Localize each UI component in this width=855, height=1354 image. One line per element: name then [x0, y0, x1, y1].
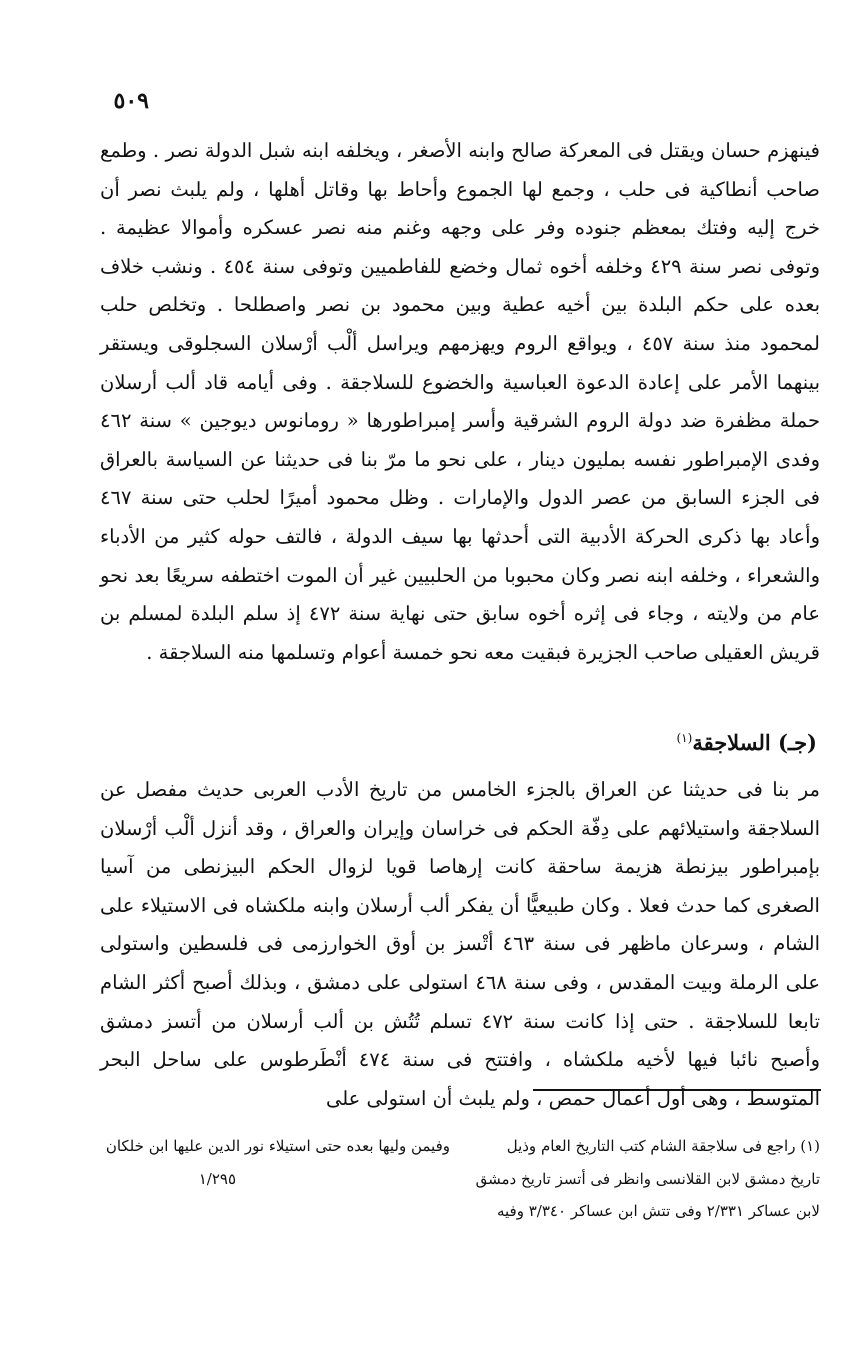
text-line: كثير من الأدباء والشعراء ، وخلفه ابنه نصر وكان محبوبا من الحلبيين غير أن الموت اختطفه سريعًا — [100, 524, 821, 587]
text-line: حدث فعلا . وكان طبيعيًّا أن يفكر ألب أرسلان وابنه ملكشاه فى الاستيلاء على الشام ، وسرعان — [100, 893, 820, 956]
paragraph-seljuks — [100, 771, 820, 1118]
footnote-divider — [533, 1089, 821, 1091]
text-line: ٤٢٩ وخلفه أخوه ثمال وخضع للفاطميين وتوفى سنة ٤٥٤ . ونشب خلاف بعده على حكم البلدة — [100, 254, 820, 317]
footnote-column-right — [460, 1130, 820, 1228]
text-line: ٤٧٤ أنْطَرطوس على ساحل البحر المتوسط ، وهى أول أعمال حمص ، ولم يلبث أن استولى على — [100, 1048, 820, 1110]
text-line: فى حديثنا عن السياسة بالعراق فى الجزء السابق من عصر الدول والإمارات . وظل محمود أميرًا — [100, 447, 820, 510]
text-line: ماظهر فى سنة ٤٦٣ أتْسز بن أوق الخوارزمى فى فلسطين واستولى على الرملة وبيت المقدس ، وفى — [100, 932, 820, 994]
text-line: إمبراطورها « رومانوس ديوجين » سنة ٤٦٢ وفدى الإمبراطور نفسه بمليون دينار ، على نحو ما مرّ بنا — [100, 409, 821, 471]
text-line: ٤٧٢ تسلم تُتُش بن ألب أرسلان من أتسز دمشق وأصبح نائبا فيها لأخيه ملكشاه ، وافتتح فى سنة — [100, 1009, 820, 1072]
footnote-line: (١) راجع فى سلاجقة الشام كتب التاريخ العام وذيل — [506, 1137, 820, 1155]
text-line: لحلب حتى سنة ٤٦٧ وأعاد بها ذكرى الحركة الأدبية التى أحدثها بها سيف الدولة ، فالتف حوله — [100, 486, 820, 548]
text-line: الروم ويهزمهم ويراسل ألْب أرْسلان السجلوقى ويستقر بينهما الأمر على إعادة الدعوة العباسية — [100, 331, 820, 394]
text-line: السلاجقة واستيلائهم على دِفّة الحكم فى خراسان وإيران والعراق ، وقد أنزل ألْب أرْسلان — [100, 816, 820, 840]
text-line: صاحب أنطاكية فى حلب ، وجمع لها الجموع وأحاط بها وقاتل أهلها ، ولم يلبث نصر أن خرج — [100, 177, 820, 240]
text-line: بعد نحو عام من ولايته ، وجاء فى إثره أخوه سابق حتى نهاية سنة ٤٧٢ إذ سلم البلدة لمسلم بن — [100, 563, 820, 626]
text-line: فينهزم حسان ويقتل فى المعركة صالح وابنه الأصغر ، ويخلفه ابنه شبل الدولة نصر . وطمع — [100, 139, 820, 162]
text-line: بين أخيه عطية وبين محمود بن نصر واصطلحا . وتخلص حلب لمحمود منذ سنة ٤٥٧ ، ويواقع — [100, 293, 821, 355]
footnote-line: ١/٢٩٥ — [198, 1169, 236, 1188]
paragraph-aleppo — [100, 132, 820, 672]
text-line: سنة ٤٦٨ استولى على دمشق ، وبذلك أصبح أكثر الشام تابعا للسلاجقة . حتى إذا كانت سنة — [100, 970, 820, 1033]
section-heading — [57, 730, 817, 755]
text-line: إليه وفتك بمعظم جنوده وفر على وجهه وغنم منه نصر عسكره وأموالا عظيمة . وتوفى نصر سنة — [100, 216, 820, 278]
text-line: قريش العقيلى صاحب الجزيرة فبقيت معه نحو خمسة أعوام وتسلمها منه السلاجقة . — [146, 640, 820, 664]
footnote-reference: (١) — [676, 731, 693, 745]
footnote-line: وفيمن وليها بعده حتى استيلاء نور الدين عليها ابن خلكان — [105, 1137, 450, 1155]
footnote-column-left — [90, 1130, 450, 1195]
footnotes — [90, 1130, 820, 1270]
page-number: ٥٠٩ — [113, 88, 149, 114]
text-line: والخضوع للسلاجقة . وفى أيامه قاد ألب أرسلان حملة مظفرة ضد دولة الروم الشرقية وأسر — [100, 370, 820, 433]
footnote-line: تاريخ دمشق لابن القلانسى وانظر فى أتسز تاريخ دمشق — [475, 1169, 820, 1188]
text-line: بإمبراطور بيزنطة هزيمة ساحقة كانت إرهاصا قويا لزوال الحكم البيزنطى من آسيا الصغرى كما — [100, 855, 820, 917]
footnote-line: لابن عساكر ٢/٣٣١ وفى تتش ابن عساكر ٣/٣٤٠ وفيه — [496, 1202, 820, 1220]
section-heading-text: (جـ) السلاجقة — [692, 730, 817, 755]
text-line: مر بنا فى حديثنا عن العراق بالجزء الخامس من تاريخ الأدب العربى حديث مفصل عن — [100, 778, 820, 801]
